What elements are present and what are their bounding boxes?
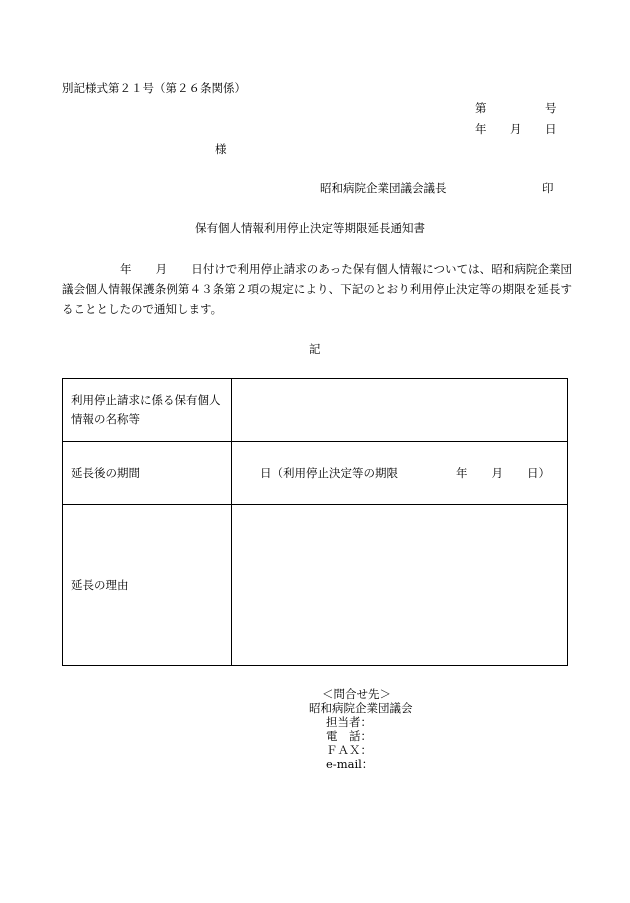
body-text: 日付けで利用停止請求のあった保有個人情報については、昭和病院企業団議会個人情報保護条例第４３条第２項の規定により、下記のとおり利用停止決定等の期限を延長することとしたので通知します。 bbox=[62, 262, 573, 316]
body-month-label: 月 bbox=[155, 262, 168, 276]
seal-mark: 印 bbox=[542, 181, 554, 195]
period-day-end: 日） bbox=[527, 466, 550, 480]
body-year-label: 年 bbox=[120, 262, 132, 276]
period-year-label: 年 bbox=[456, 466, 468, 480]
recipient-suffix: 様 bbox=[215, 142, 227, 156]
table-row bbox=[63, 442, 568, 505]
extension-reason-value bbox=[232, 505, 568, 666]
contact-person: 担当者： bbox=[326, 715, 372, 729]
extended-period-value bbox=[232, 442, 568, 505]
detail-table bbox=[62, 378, 568, 666]
date-day-label: 日 bbox=[545, 122, 557, 136]
extension-reason-label: 延長の理由 bbox=[63, 505, 232, 666]
period-month-label: 月 bbox=[491, 466, 503, 480]
ki-heading: 記 bbox=[309, 342, 321, 356]
contact-organization: 昭和病院企業団議会 bbox=[309, 701, 413, 715]
contact-phone: 電 話： bbox=[326, 729, 372, 743]
form-number: 別記様式第２１号（第２６条関係） bbox=[62, 81, 246, 95]
period-day-text: 日（利用停止決定等の期限 bbox=[260, 466, 398, 480]
table-row bbox=[63, 379, 568, 442]
notice-body bbox=[62, 259, 572, 319]
extended-period-label: 延長後の期間 bbox=[63, 442, 232, 505]
date-month-label: 月 bbox=[510, 122, 522, 136]
contact-block bbox=[309, 687, 413, 771]
request-info-label: 利用停止請求に係る保有個人情報の名称等 bbox=[63, 379, 232, 442]
request-info-value bbox=[232, 379, 568, 442]
document-number-suffix: 号 bbox=[545, 101, 557, 115]
issuer-name: 昭和病院企業団議会議長 bbox=[320, 181, 447, 195]
document-title: 保有個人情報利用停止決定等期限延長通知書 bbox=[195, 221, 425, 235]
contact-title: ＜問合せ先＞ bbox=[322, 687, 391, 701]
date-year-label: 年 bbox=[475, 122, 487, 136]
contact-fax: ＦＡＸ： bbox=[326, 743, 372, 757]
document-number-label: 第 bbox=[475, 101, 487, 115]
table-row bbox=[63, 505, 568, 666]
contact-email: e-mail： bbox=[326, 757, 374, 771]
